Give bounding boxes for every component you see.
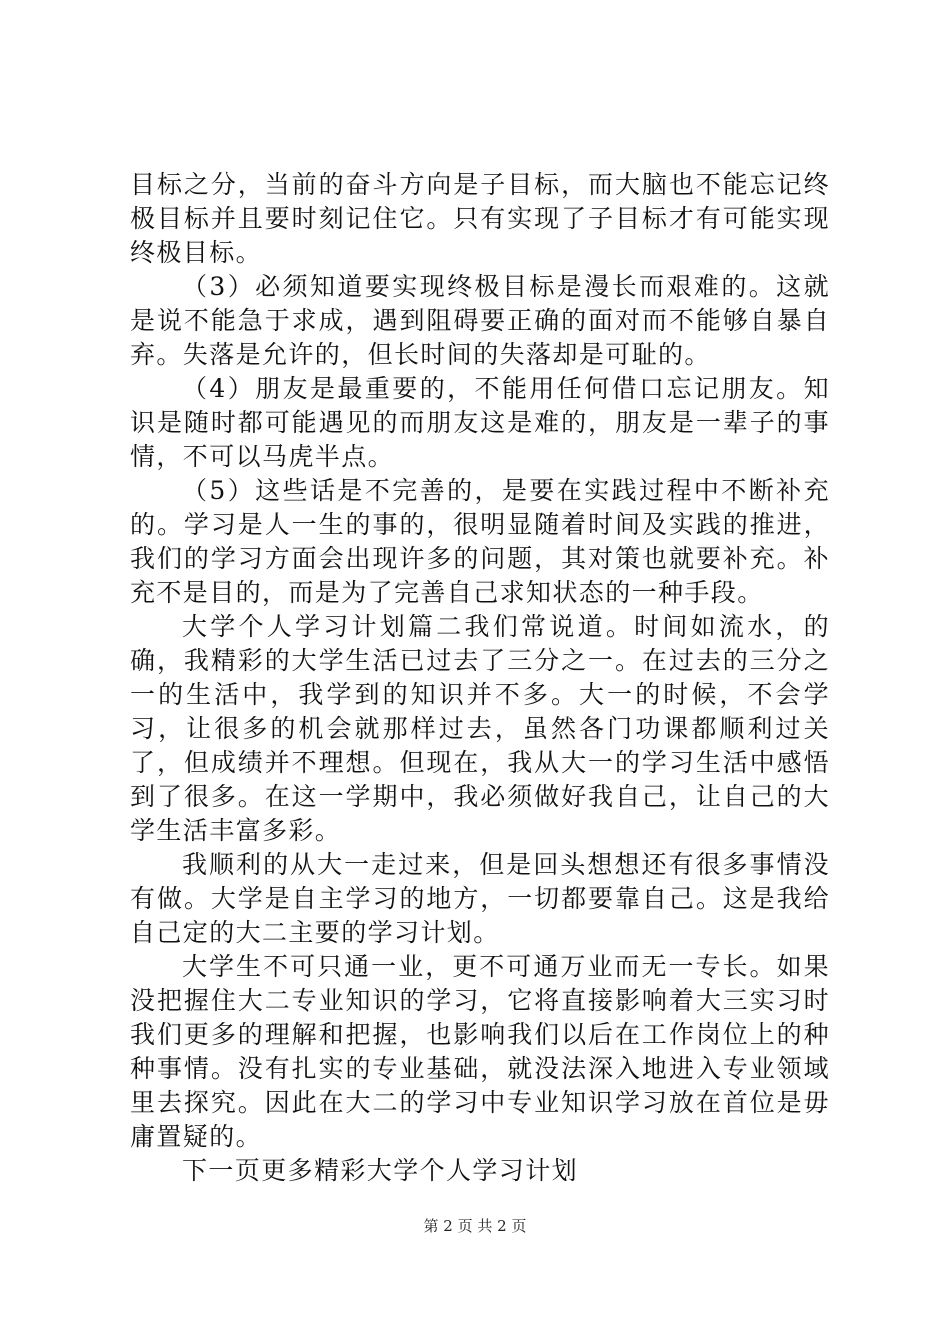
paragraph-point-4: （4）朋友是最重要的，不能用任何借口忘记朋友。知识是随时都可能遇见的而朋友这是难的，朋友是一辈子的事情，不可以马虎半点。 bbox=[130, 374, 830, 471]
paragraph-point-3: （3）必须知道要实现终极目标是漫长而艰难的。这就是说不能急于求成，遇到阻碍要正确的面对而不能够自暴自弃。失落是允许的，但长时间的失落却是可耻的。 bbox=[130, 272, 830, 369]
next-page-link-text: 下一页更多精彩大学个人学习计划 bbox=[182, 1156, 579, 1185]
paragraph-goal-summary: 目标之分，当前的奋斗方向是子目标，而大脑也不能忘记终极目标并且要时刻记住它。只有实现了子目标才有可能实现终极目标。 bbox=[130, 170, 830, 267]
paragraph-sophomore-plan: 我顺利的从大一走过来，但是回头想想还有很多事情没有做。大学是自主学习的地方，一切都要靠自己。这是我给自己定的大二主要的学习计划。 bbox=[130, 850, 830, 947]
document-body bbox=[130, 168, 830, 1188]
page-number-footer: 第 2 页 共 2 页 bbox=[423, 1217, 527, 1235]
paragraph-plan-two-intro: 大学个人学习计划篇二我们常说道。时间如流水，的确，我精彩的大学生活已过去了三分之一。在过去的三分之一的生活中，我学到的知识并不多。大一的时候，不会学习，让很多的机会就那样过去，虽然各门功课都顺利过关了，但成绩并不理想。但现在，我从大一的学习生活中感悟到了很多。在这一学期中，我必须做好我自己，让自己的大学生活丰富多彩。 bbox=[130, 612, 830, 845]
paragraph-major-knowledge: 大学生不可只通一业，更不可通万业而无一专长。如果没把握住大二专业知识的学习，它将直接影响着大三实习时我们更多的理解和把握，也影响我们以后在工作岗位上的种种事情。没有扎实的专业基础，就没法深入地进入专业领域里去探究。因此在大二的学习中专业知识学习放在首位是毋庸置疑的。 bbox=[130, 952, 830, 1151]
paragraph-point-5: （5）这些话是不完善的，是要在实践过程中不断补充的。学习是人一生的事的，很明显随着时间及实践的推进，我们的学习方面会出现许多的问题，其对策也就要补充。补充不是目的，而是为了完善自己求知状态的一种手段。 bbox=[130, 476, 830, 607]
